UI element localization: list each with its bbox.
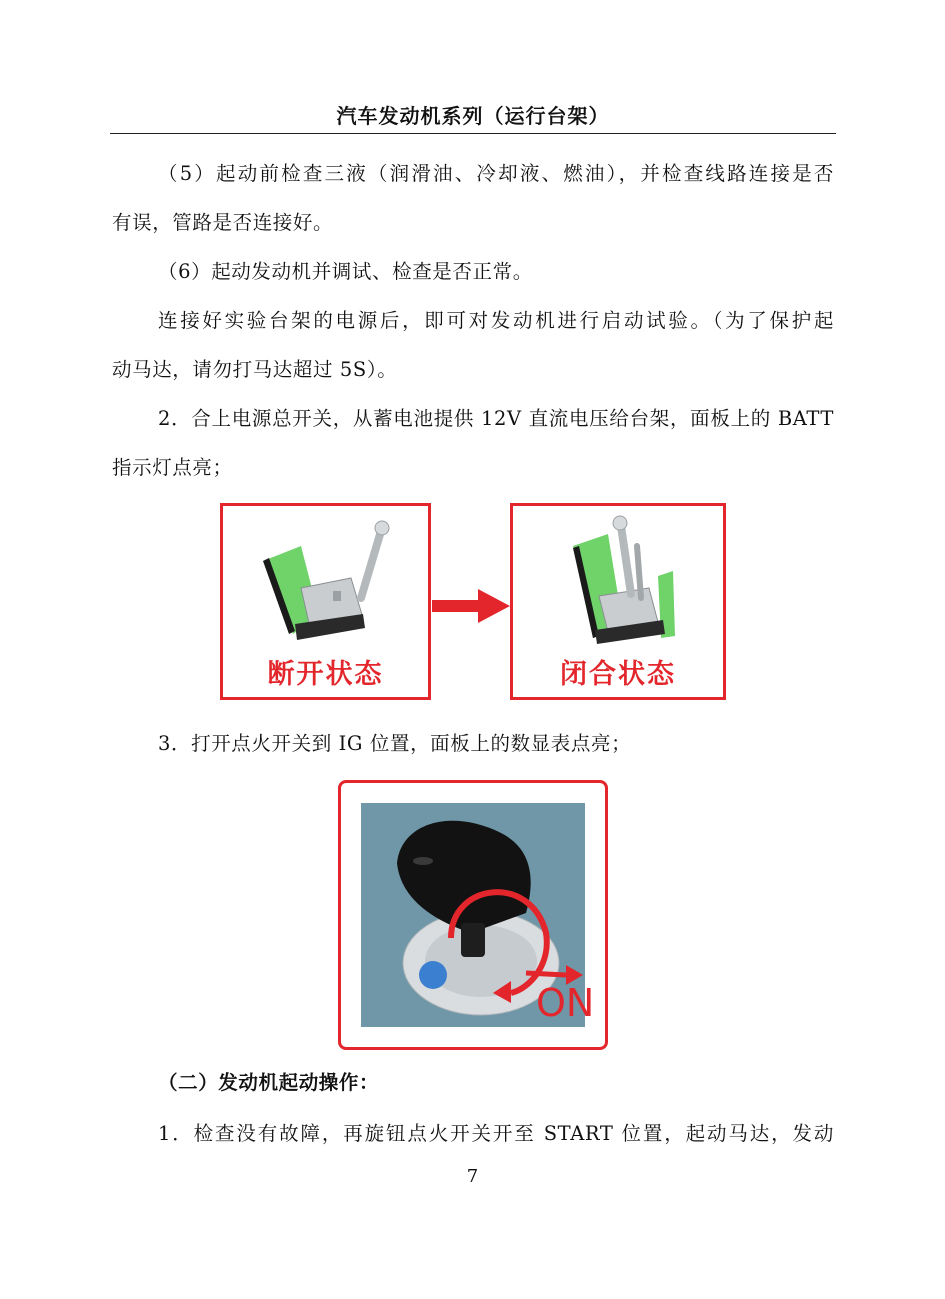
switch-closed-illustration	[513, 506, 723, 656]
switch-open-caption: 断开状态	[267, 659, 384, 690]
ignition-on-label: ON	[536, 981, 595, 1025]
switch-open-illustration	[223, 506, 428, 656]
step-2-line1: 2．合上电源总开关，从蓄电池提供 12V 直流电压给台架，面板上的 BATT	[158, 407, 834, 430]
ignition-key-photo	[361, 803, 595, 1027]
header-rule	[110, 133, 836, 134]
transition-arrow-shaft	[432, 600, 482, 612]
page-header-title: 汽车发动机系列（运行台架）	[336, 104, 610, 128]
paragraph-power-line2: 动马达，请勿打马达超过 5S）。	[112, 358, 398, 381]
switch-open-figure	[220, 503, 431, 700]
section-heading-engine-start: （二）发动机起动操作：	[158, 1071, 380, 1094]
switch-closed-figure	[510, 503, 726, 700]
switch-closed-caption: 闭合状态	[560, 659, 676, 690]
ignition-key-figure	[338, 780, 608, 1050]
paragraph-6: （6）起动发动机并调试、检查是否正常。	[158, 260, 533, 283]
paragraph-5-line1: （5）起动前检查三液（润滑油、冷却液、燃油），并检查线路连接是否	[158, 162, 834, 185]
step-2-line2: 指示灯点亮；	[112, 456, 233, 479]
step-3: 3．打开点火开关到 IG 位置，面板上的数显表点亮；	[158, 732, 632, 755]
paragraph-5-line2: 有误，管路是否连接好。	[112, 211, 334, 234]
step-1-start: 1．检查没有故障，再旋钮点火开关开至 START 位置，起动马达，发动	[158, 1122, 834, 1145]
paragraph-power-line1: 连接好实验台架的电源后，即可对发动机进行启动试验。（为了保护起	[158, 309, 834, 332]
ignition-key-illustration	[361, 803, 595, 1027]
page-number: 7	[466, 1166, 479, 1187]
transition-arrow-icon	[478, 589, 510, 623]
